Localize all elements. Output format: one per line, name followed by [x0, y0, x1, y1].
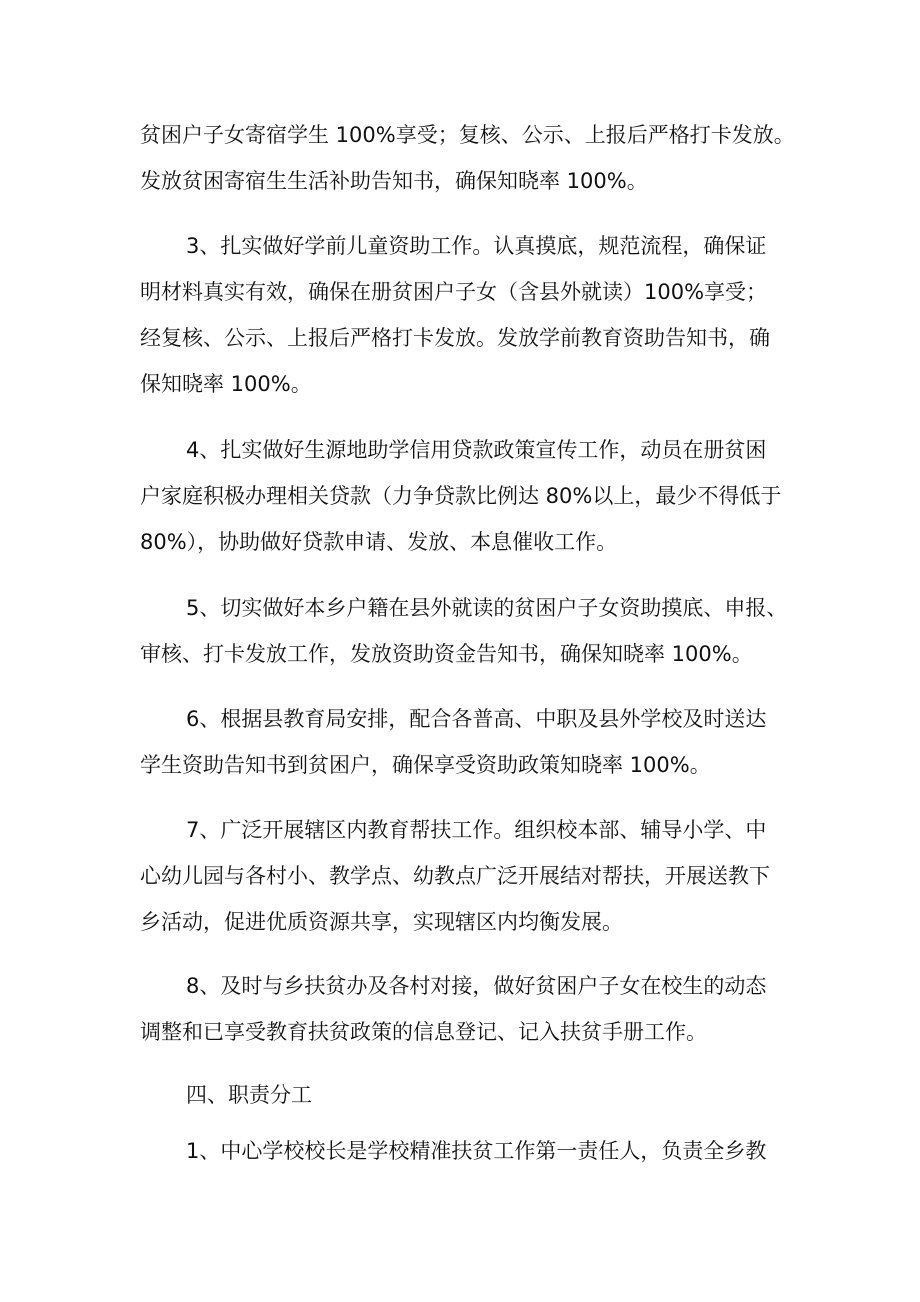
text-line: 经复核、公示、上报后严格打卡发放。发放学前教育资助告知书，确	[140, 326, 770, 350]
text-line: 调整和已享受教育扶贫政策的信息登记、记入扶贫手册工作。	[140, 1020, 707, 1044]
text-line: 四、职责分工	[186, 1083, 312, 1107]
text-line: 5、切实做好本乡户籍在县外就读的贫困户子女资助摸底、申报、	[186, 596, 788, 620]
paragraph-duty-1	[140, 1128, 800, 1174]
text-line: 8、及时与乡扶贫办及各村对接，做好贫困户子女在校生的动态	[186, 974, 767, 998]
text-line: 审核、打卡发放工作，发放资助资金告知书，确保知晓率 100%。	[140, 642, 753, 666]
text-line: 80%），协助做好贷款申请、发放、本息催收工作。	[140, 530, 618, 554]
paragraph-item-4	[140, 427, 800, 565]
text-line: 3、扎实做好学前儿童资助工作。认真摸底，规范流程，确保证	[186, 234, 767, 258]
text-line: 6、根据县教育局安排，配合各普高、中职及县外学校及时送达	[186, 707, 767, 731]
paragraph-item-3	[140, 223, 800, 407]
text-line: 1、中心学校校长是学校精准扶贫工作第一责任人，负责全乡教	[186, 1139, 767, 1163]
text-line: 4、扎实做好生源地助学信用贷款政策宣传工作，动员在册贫困	[186, 438, 767, 462]
paragraph-continuation	[140, 112, 800, 204]
text-line: 户家庭积极办理相关贷款（力争贷款比例达 80%以上，最少不得低于	[140, 484, 782, 508]
text-line: 学生资助告知书到贫困户，确保享受资助政策知晓率 100%。	[140, 753, 711, 777]
paragraph-item-7	[140, 807, 800, 945]
paragraph-item-8	[140, 963, 800, 1055]
paragraph-item-6	[140, 696, 800, 788]
text-line: 保知晓率 100%。	[140, 372, 312, 396]
text-line: 明材料真实有效，确保在册贫困户子女（含县外就读）100%享受；	[140, 280, 768, 304]
text-line: 发放贫困寄宿生生活补助告知书，确保知晓率 100%。	[140, 169, 648, 193]
text-line: 贫困户子女寄宿学生 100%享受；复核、公示、上报后严格打卡发放。	[140, 123, 795, 147]
text-line: 心幼儿园与各村小、教学点、幼教点广泛开展结对帮扶，开展送教下	[140, 864, 770, 888]
text-line: 乡活动，促进优质资源共享，实现辖区内均衡发展。	[140, 910, 623, 934]
section-heading	[140, 1072, 800, 1118]
text-line: 7、广泛开展辖区内教育帮扶工作。组织校本部、辅导小学、中	[186, 818, 767, 842]
paragraph-item-5	[140, 585, 800, 677]
